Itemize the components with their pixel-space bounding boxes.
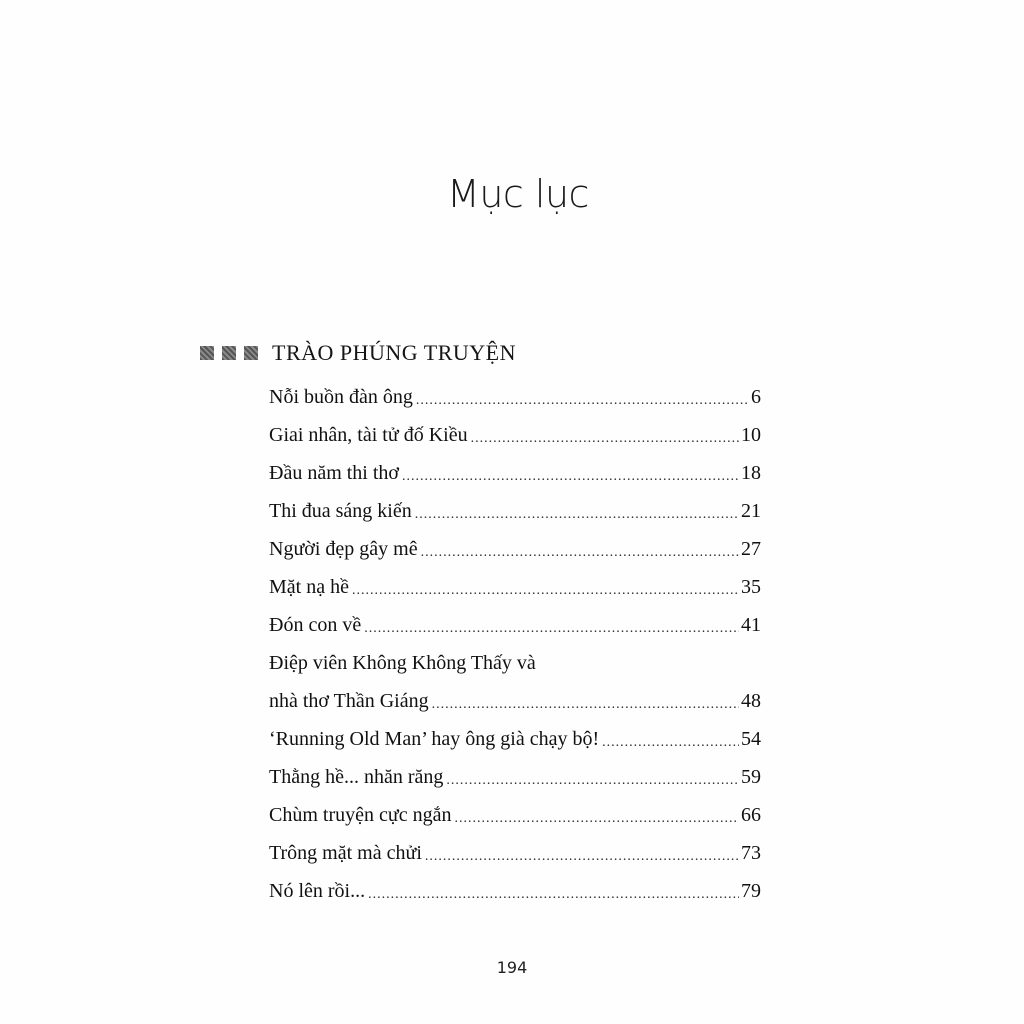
toc-leader-dots <box>415 500 739 530</box>
toc-entry-title: Thằng hề... nhăn răng <box>269 766 444 788</box>
toc-entry-page: 10 <box>741 424 761 446</box>
toc-entry <box>269 492 761 530</box>
toc-entry <box>269 720 761 758</box>
toc-entry-page: 41 <box>741 614 761 636</box>
table-of-contents <box>269 378 761 910</box>
toc-entry-title: Nó lên rồi... <box>269 880 366 902</box>
toc-leader-dots <box>352 576 739 606</box>
toc-leader-dots <box>425 842 739 872</box>
ornament-square-icon <box>200 346 214 360</box>
toc-entry-page: 54 <box>741 728 761 750</box>
toc-entry <box>269 682 761 720</box>
toc-entry-title: Mặt nạ hề <box>269 576 349 598</box>
toc-entry <box>269 378 761 416</box>
toc-entry-page: 21 <box>741 500 761 522</box>
toc-entry-page: 27 <box>741 538 761 560</box>
toc-entry-title: Trông mặt mà chửi <box>269 842 422 864</box>
toc-entry-title: ‘Running Old Man’ hay ông già chạy bộ! <box>269 728 600 750</box>
toc-leader-dots <box>602 728 739 758</box>
page-title: Mục lục <box>447 172 589 216</box>
toc-entry-title: Giai nhân, tài tử đố Kiều <box>269 424 468 446</box>
toc-leader-dots <box>454 804 739 834</box>
page-number: 194 <box>496 958 528 977</box>
toc-entry-title: Thi đua sáng kiến <box>269 500 412 522</box>
toc-entry <box>269 454 761 492</box>
toc-entry-page: 79 <box>741 880 761 902</box>
toc-entry-page: 73 <box>741 842 761 864</box>
toc-entry <box>269 872 761 910</box>
toc-entry-page: 6 <box>751 386 761 408</box>
toc-leader-dots <box>402 462 739 492</box>
toc-entry-page: 35 <box>741 576 761 598</box>
ornament-square-icon <box>244 346 258 360</box>
toc-entry-page: 48 <box>741 690 761 712</box>
toc-entry-title: Đón con về <box>269 614 362 636</box>
toc-leader-dots <box>368 880 739 910</box>
toc-entry-title: nhà thơ Thần Giáng <box>269 690 429 712</box>
section-title: TRÀO PHÚNG TRUYỆN <box>272 340 516 365</box>
toc-entry <box>269 568 761 606</box>
toc-entry-page: 59 <box>741 766 761 788</box>
toc-entry-title: Đầu năm thi thơ <box>269 462 399 484</box>
toc-leader-dots <box>446 766 739 796</box>
toc-entry <box>269 416 761 454</box>
toc-entry-title-line1: Điệp viên Không Không Thấy và <box>269 652 536 674</box>
toc-entry-first-line <box>269 644 761 682</box>
ornament-square-icon <box>222 346 236 360</box>
toc-entry <box>269 796 761 834</box>
toc-entry <box>269 530 761 568</box>
toc-leader-dots <box>416 386 749 416</box>
toc-entry-page: 18 <box>741 462 761 484</box>
toc-leader-dots <box>421 538 739 568</box>
toc-leader-dots <box>364 614 739 644</box>
section-ornament <box>200 346 258 360</box>
toc-entry-title: Người đẹp gây mê <box>269 538 418 560</box>
toc-entry <box>269 606 761 644</box>
toc-entry <box>269 758 761 796</box>
toc-entry-title: Nỗi buồn đàn ông <box>269 386 413 408</box>
toc-entry-page: 66 <box>741 804 761 826</box>
toc-leader-dots <box>432 690 739 720</box>
toc-leader-dots <box>471 424 739 454</box>
toc-entry <box>269 834 761 872</box>
section-header <box>200 340 516 366</box>
toc-entry-title: Chùm truyện cực ngắn <box>269 804 452 826</box>
